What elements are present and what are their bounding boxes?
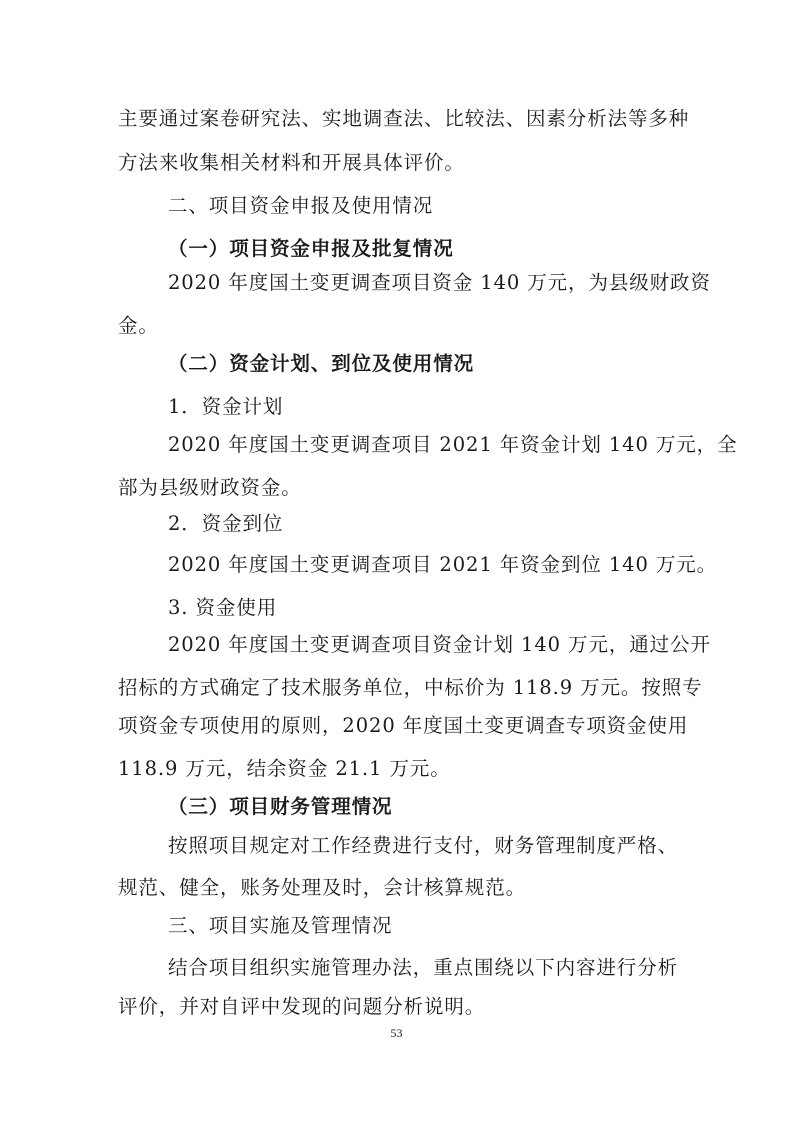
subsection-heading: （三）项目财务管理情况 [168,795,393,818]
subsection-heading: （一）项目资金申报及批复情况 [168,237,454,260]
paragraph-line: 主要通过案卷研究法、实地调查法、比较法、因素分析法等多种 [118,107,690,130]
section-title: 三、项目实施及管理情况 [168,914,393,937]
paragraph-line: 结合项目组织实施管理办法，重点围绕以下内容进行分析 [168,956,679,979]
paragraph-line: 按照项目规定对工作经费进行支付，财务管理制度严格、 [168,834,679,857]
paragraph-line: 部为县级财政资金。 [118,476,302,499]
paragraph-line: 评价，并对自评中发现的问题分析说明。 [118,995,486,1018]
item-title: 2．资金到位 [168,512,284,535]
item-title: 3. 资金使用 [168,596,278,619]
page-number: 53 [390,1026,403,1040]
paragraph-line: 118.9 万元，结余资金 21.1 万元。 [118,757,451,780]
paragraph-line: 招标的方式确定了技术服务单位，中标价为 118.9 万元。按照专 [118,676,703,699]
item-title: 1．资金计划 [168,395,284,418]
paragraph-line: 2020 年度国土变更调查项目资金计划 140 万元，通过公开 [168,633,711,656]
paragraph-line: 2020 年度国土变更调查项目 2021 年资金到位 140 万元。 [168,553,718,576]
paragraph-line: 2020 年度国土变更调查项目资金 140 万元，为县级财政资 [168,271,711,294]
section-title: 二、项目资金申报及使用情况 [168,194,434,217]
paragraph-line: 金。 [118,314,159,337]
subsection-heading: （二）资金计划、到位及使用情况 [168,352,475,375]
paragraph-line: 规范、健全，账务处理及时，会计核算规范。 [118,876,527,899]
paragraph-line: 2020 年度国土变更调查项目 2021 年资金计划 140 万元，全 [168,433,738,456]
paragraph-line: 项资金专项使用的原则，2020 年度国土变更调查专项资金使用 [118,714,689,737]
paragraph-line: 方法来收集相关材料和开展具体评价。 [118,151,465,174]
